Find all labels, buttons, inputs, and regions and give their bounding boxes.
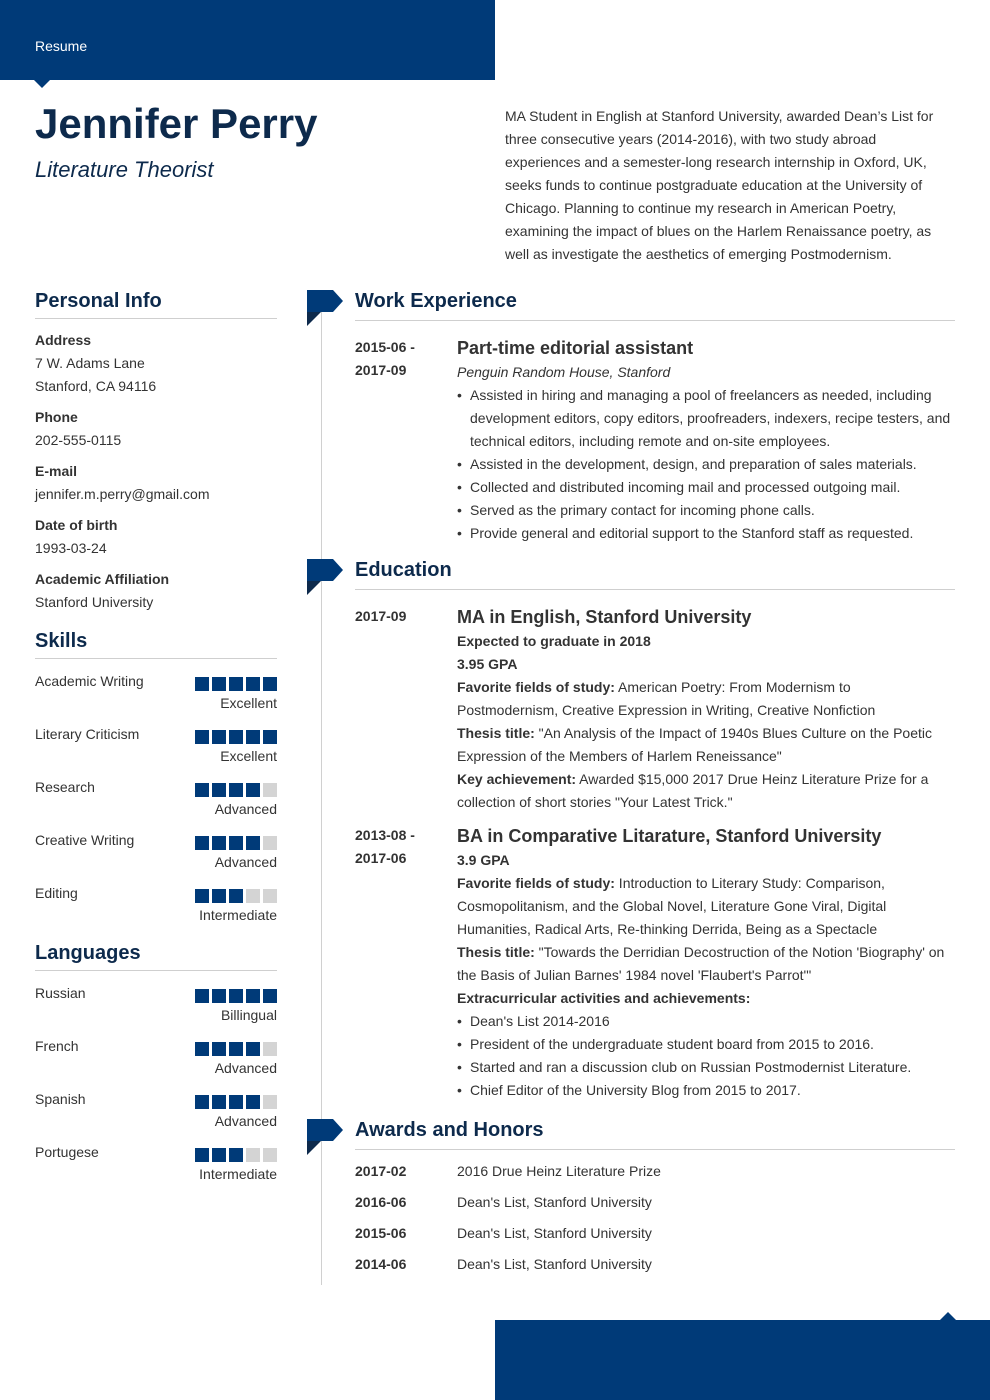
- rating-square-filled-icon: [246, 730, 260, 744]
- rating-square-filled-icon: [195, 677, 209, 691]
- award-text: 2016 Drue Heinz Literature Prize: [457, 1163, 661, 1179]
- candidate-title: Literature Theorist: [35, 157, 214, 182]
- awards-section: [355, 1119, 955, 1284]
- ba-thesis-value: "Towards the Derridian Decostruction of the Notion 'Biography' on the Basis of Julian Barnes' 1984 novel 'Flaubert's Parrot'": [457, 944, 945, 983]
- rating-square-filled-icon: [212, 836, 226, 850]
- rating-square-filled-icon: [246, 989, 260, 1003]
- skill-row: [35, 779, 277, 832]
- skill-rating-icon: [195, 730, 277, 744]
- ma-thesis: [457, 722, 955, 768]
- address-line1: 7 W. Adams Lane: [35, 355, 145, 371]
- ba-bullets: [457, 1010, 955, 1102]
- awards-list: [355, 1160, 955, 1284]
- header-bar: [0, 0, 495, 80]
- award-row: [355, 1191, 955, 1222]
- list-item: • Assisted in hiring and managing a pool of freelancers as needed, including development editors, copy editors, proofreaders, indexers, recipe testers, and technical editors, including remote and on-site employees.: [457, 384, 955, 453]
- skill-name: Literary Criticism: [35, 726, 140, 742]
- skill-row: [35, 885, 277, 938]
- language-level: Billingual: [220, 1007, 277, 1023]
- ba-date-end: 2017-06: [355, 850, 407, 866]
- award-date: 2015-06: [355, 1225, 407, 1241]
- bookmark-flag-icon: [307, 559, 343, 595]
- rating-square-filled-icon: [195, 783, 209, 797]
- work-date-end: 2017-09: [355, 362, 407, 378]
- ma-gpa: 3.95 GPA: [457, 656, 518, 672]
- footer-notch: [940, 1312, 956, 1320]
- ba-thesis-label: Thesis title:: [457, 944, 535, 960]
- ma-expected: Expected to graduate in 2018: [457, 633, 651, 649]
- footer-bar: [495, 1320, 990, 1400]
- profile-summary: MA Student in English at Stanford University, awarded Dean’s List for three consecutive years (2014-2016), with two study abroad experiences and a semester-long research internship in Oxford, UK, seeks funds to continue postgraduate education at the University of Chicago. Planning to continue my research in American Poetry, examining the impact of blues on the Harlem Renaissance poetry, as well as investigate the aesthetics of emerging Postmodernism.: [505, 108, 934, 262]
- personal-info-heading: Personal Info: [35, 290, 277, 319]
- rating-square-empty-icon: [263, 1095, 277, 1109]
- skill-rating-icon: [195, 889, 277, 903]
- list-item: • Assisted in the development, design, and preparation of sales materials.: [457, 453, 955, 476]
- work-entry-bullets: [457, 384, 955, 545]
- skill-level: Excellent: [220, 695, 277, 711]
- rating-square-filled-icon: [212, 730, 226, 744]
- rating-square-empty-icon: [263, 889, 277, 903]
- language-rating-icon: [195, 989, 277, 1003]
- rating-square-filled-icon: [229, 889, 243, 903]
- work-experience-section: [355, 290, 955, 545]
- list-item: • Served as the primary contact for incoming phone calls.: [457, 499, 955, 522]
- rating-square-filled-icon: [195, 836, 209, 850]
- bookmark-flag-icon: [307, 1119, 343, 1155]
- list-item: • Chief Editor of the University Blog from 2015 to 2017.: [457, 1079, 955, 1102]
- work-entry-title: Part-time editorial assistant: [457, 338, 694, 358]
- language-name: Russian: [35, 985, 86, 1001]
- ma-thesis-value: "An Analysis of the Impact of 1940s Blues Culture on the Poetic Expression of the Members of Harlem Reneissance": [457, 725, 932, 764]
- language-row: [35, 1091, 277, 1144]
- rating-square-filled-icon: [229, 1095, 243, 1109]
- dob-value: 1993-03-24: [35, 540, 107, 556]
- award-text: Dean's List, Stanford University: [457, 1225, 652, 1241]
- skill-name: Academic Writing: [35, 673, 144, 689]
- ba-gpa: 3.9 GPA: [457, 852, 510, 868]
- languages-heading: Languages: [35, 942, 277, 971]
- language-name: Portugese: [35, 1144, 99, 1160]
- personal-info-section: [35, 290, 277, 614]
- rating-square-filled-icon: [229, 677, 243, 691]
- award-date: 2017-02: [355, 1163, 407, 1179]
- rating-square-filled-icon: [246, 677, 260, 691]
- education-entry-ba: [355, 823, 955, 1102]
- skill-row: [35, 673, 277, 726]
- list-item: • Dean's List 2014-2016: [457, 1010, 955, 1033]
- rating-square-filled-icon: [229, 1148, 243, 1162]
- rating-square-filled-icon: [212, 677, 226, 691]
- awards-heading: Awards and Honors: [355, 1119, 955, 1150]
- work-entry-company: Penguin Random House, Stanford: [457, 364, 671, 380]
- rating-square-empty-icon: [246, 1148, 260, 1162]
- rating-square-filled-icon: [246, 1042, 260, 1056]
- language-level: Intermediate: [199, 1166, 277, 1182]
- skill-row: [35, 726, 277, 779]
- resume-tab-label: Resume: [35, 38, 88, 54]
- ba-title: BA in Comparative Litarature, Stanford University: [457, 826, 882, 846]
- language-level: Advanced: [214, 1060, 277, 1076]
- award-row: [355, 1222, 955, 1253]
- affiliation-label: Academic Affiliation: [35, 571, 170, 587]
- phone-value: 202-555-0115: [35, 432, 122, 448]
- email-label: E-mail: [35, 463, 78, 479]
- rating-square-filled-icon: [195, 989, 209, 1003]
- education-section: [355, 559, 955, 1102]
- rating-square-empty-icon: [246, 889, 260, 903]
- rating-square-filled-icon: [229, 989, 243, 1003]
- rating-square-filled-icon: [195, 730, 209, 744]
- rating-square-filled-icon: [195, 1148, 209, 1162]
- rating-square-filled-icon: [212, 1042, 226, 1056]
- skill-row: [35, 832, 277, 885]
- skill-rating-icon: [195, 836, 277, 850]
- list-item: • Collected and distributed incoming mail and processed outgoing mail.: [457, 476, 955, 499]
- rating-square-empty-icon: [263, 1042, 277, 1056]
- ma-fields-label: Favorite fields of study:: [457, 679, 615, 695]
- rating-square-filled-icon: [263, 677, 277, 691]
- ba-thesis: [457, 941, 955, 987]
- address-line2: Stanford, CA 94116: [35, 378, 157, 394]
- rating-square-filled-icon: [229, 783, 243, 797]
- rating-square-filled-icon: [263, 989, 277, 1003]
- language-row: [35, 985, 277, 1038]
- ma-achievement: [457, 768, 955, 814]
- rating-square-empty-icon: [263, 783, 277, 797]
- rating-square-filled-icon: [246, 1095, 260, 1109]
- skill-level: Advanced: [214, 854, 277, 870]
- ma-achievement-value: Awarded $15,000 2017 Drue Heinz Literature Prize for a collection of short stories "Your Latest Trick.": [457, 771, 929, 810]
- ma-title: MA in English, Stanford University: [457, 607, 752, 627]
- rating-square-filled-icon: [246, 836, 260, 850]
- skill-name: Research: [35, 779, 95, 795]
- email-value: jennifer.m.perry@gmail.com: [35, 486, 210, 502]
- rating-square-filled-icon: [195, 1042, 209, 1056]
- ba-fields-label: Favorite fields of study:: [457, 875, 615, 891]
- list-item: • Started and ran a discussion club on Russian Postmodernist Literature.: [457, 1056, 955, 1079]
- language-name: French: [35, 1038, 79, 1054]
- rating-square-filled-icon: [229, 1042, 243, 1056]
- education-heading: Education: [355, 559, 955, 590]
- rating-square-filled-icon: [212, 1148, 226, 1162]
- rating-square-filled-icon: [212, 1095, 226, 1109]
- dob-label: Date of birth: [35, 517, 118, 533]
- work-entry-date: [355, 336, 445, 382]
- language-rating-icon: [195, 1042, 277, 1056]
- bookmark-flag-icon: [307, 290, 343, 326]
- list-item: • Provide general and editorial support to the Stanford staff as requested.: [457, 522, 955, 545]
- rating-square-filled-icon: [263, 730, 277, 744]
- award-row: [355, 1160, 955, 1191]
- skill-level: Excellent: [220, 748, 277, 764]
- ba-fields: [457, 872, 955, 941]
- candidate-name: Jennifer Perry: [35, 100, 318, 147]
- rating-square-empty-icon: [263, 836, 277, 850]
- award-date: 2016-06: [355, 1194, 407, 1210]
- skills-list: [35, 673, 277, 938]
- ba-extra-label: Extracurricular activities and achievements:: [457, 990, 751, 1006]
- languages-section: [35, 942, 277, 1197]
- affiliation-value: Stanford University: [35, 594, 154, 610]
- ba-date-start: 2013-08 -: [355, 827, 415, 843]
- award-text: Dean's List, Stanford University: [457, 1194, 652, 1210]
- language-name: Spanish: [35, 1091, 86, 1107]
- skill-name: Creative Writing: [35, 832, 135, 848]
- language-level: Advanced: [214, 1113, 277, 1129]
- rating-square-filled-icon: [229, 836, 243, 850]
- rating-square-filled-icon: [212, 889, 226, 903]
- phone-label: Phone: [35, 409, 78, 425]
- skills-heading: Skills: [35, 630, 277, 659]
- list-item: • President of the undergraduate student board from 2015 to 2016.: [457, 1033, 955, 1056]
- skill-name: Editing: [35, 885, 78, 901]
- award-text: Dean's List, Stanford University: [457, 1256, 652, 1272]
- skill-level: Advanced: [214, 801, 277, 817]
- language-row: [35, 1144, 277, 1197]
- ma-fields: [457, 676, 955, 722]
- address-label: Address: [35, 332, 92, 348]
- rating-square-filled-icon: [195, 889, 209, 903]
- rating-square-filled-icon: [229, 730, 243, 744]
- skill-rating-icon: [195, 783, 277, 797]
- rating-square-filled-icon: [246, 783, 260, 797]
- ba-fields-value: Introduction to Literary Study: Comparison, Cosmopolitanism, and the Global Novel, Literature Gone Viral, Digital Humanities, Radical Arts, Re-thinking Derrida, Being as a Spectacle: [457, 875, 887, 937]
- skill-level: Intermediate: [199, 907, 277, 923]
- work-experience-heading: Work Experience: [355, 290, 955, 321]
- language-row: [35, 1038, 277, 1091]
- award-date: 2014-06: [355, 1256, 407, 1272]
- ba-date: [355, 824, 445, 870]
- ma-achievement-label: Key achievement:: [457, 771, 577, 787]
- ma-thesis-label: Thesis title:: [457, 725, 535, 741]
- language-rating-icon: [195, 1148, 277, 1162]
- header-notch: [34, 80, 50, 88]
- work-entry: [355, 335, 955, 545]
- rating-square-filled-icon: [212, 989, 226, 1003]
- rating-square-empty-icon: [263, 1148, 277, 1162]
- skill-rating-icon: [195, 677, 277, 691]
- language-rating-icon: [195, 1095, 277, 1109]
- work-date-start: 2015-06 -: [355, 339, 415, 355]
- languages-list: [35, 985, 277, 1197]
- award-row: [355, 1253, 955, 1284]
- skills-section: [35, 630, 277, 938]
- education-entry-ma: [355, 604, 955, 814]
- rating-square-filled-icon: [195, 1095, 209, 1109]
- ma-fields-value: American Poetry: From Modernism to Postmodernism, Creative Expression in Writing, Creative Nonfiction: [457, 679, 876, 718]
- rating-square-filled-icon: [212, 783, 226, 797]
- ma-date: 2017-09: [355, 608, 407, 624]
